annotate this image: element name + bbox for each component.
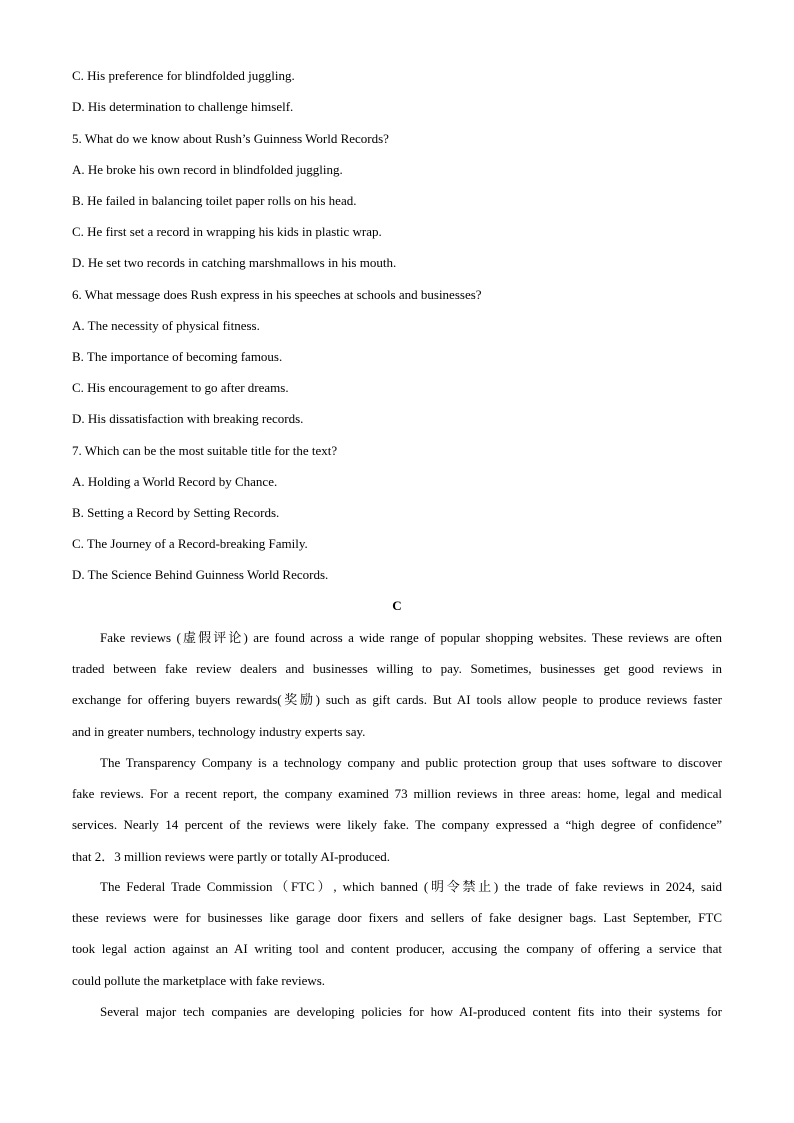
paragraph-3 bbox=[72, 871, 722, 996]
q7-stem: 7. Which can be the most suitable title for the text? bbox=[72, 443, 338, 458]
paragraph-line: traded between fake review dealers and businesses willing to pay. Sometimes, businesses get good reviews in bbox=[72, 661, 722, 677]
q5-option-b: B. He failed in balancing toilet paper rolls on his head. bbox=[72, 193, 357, 208]
paragraph-line: fake reviews. For a recent report, the company examined 73 million reviews in three areas: home, legal and medical bbox=[72, 786, 722, 802]
q6-option-a: A. The necessity of physical fitness. bbox=[72, 318, 260, 333]
paragraph-line: services. Nearly 14 percent of the reviews were likely fake. The company expressed a “high degree of confidence” bbox=[72, 817, 722, 833]
q4-option-d: D. His determination to challenge himself. bbox=[72, 99, 294, 114]
paragraph-1 bbox=[72, 622, 722, 747]
q5-option-c: C. He first set a record in wrapping his kids in plastic wrap. bbox=[72, 224, 382, 239]
paragraph-line: exchange for offering buyers rewards(奖励) such as gift cards. But AI tools allow people to produce reviews faster bbox=[72, 692, 722, 708]
q7-option-c: C. The Journey of a Record-breaking Family. bbox=[72, 536, 308, 551]
q6-option-d: D. His dissatisfaction with breaking records. bbox=[72, 411, 304, 426]
q4-option-c: C. His preference for blindfolded juggling. bbox=[72, 68, 295, 83]
q6-stem: 6. What message does Rush express in his speeches at schools and businesses? bbox=[72, 287, 482, 302]
q6-option-c: C. His encouragement to go after dreams. bbox=[72, 380, 289, 395]
q5-option-d: D. He set two records in catching marshmallows in his mouth. bbox=[72, 255, 397, 270]
paragraph-line: Several major tech companies are developing policies for how AI-produced content fits into their systems for bbox=[100, 1004, 722, 1019]
section-heading: C bbox=[392, 598, 402, 613]
paragraph-line: took legal action against an AI writing tool and content producer, accusing the company of offering a service that bbox=[72, 941, 722, 957]
q7-option-b: B. Setting a Record by Setting Records. bbox=[72, 505, 280, 520]
q7-option-d: D. The Science Behind Guinness World Records. bbox=[72, 567, 329, 582]
q5-stem: 5. What do we know about Rush’s Guinness World Records? bbox=[72, 131, 389, 146]
paragraph-line: these reviews were for businesses like garage door fixers and sellers of fake designer bags. Last September, FTC bbox=[72, 910, 722, 926]
paragraph-line: The Federal Trade Commission（FTC）, which banned (明令禁止) the trade of fake reviews in 2024, said bbox=[100, 879, 722, 894]
q7-option-a: A. Holding a World Record by Chance. bbox=[72, 474, 278, 489]
paragraph-line: The Transparency Company is a technology company and public protection group that uses software to discover bbox=[100, 755, 722, 770]
paragraph-line: that 2．3 million reviews were partly or totally AI-produced. bbox=[72, 848, 391, 864]
paragraph-4 bbox=[72, 996, 722, 1027]
paragraph-2 bbox=[72, 747, 722, 872]
paragraph-line: could pollute the marketplace with fake reviews. bbox=[72, 972, 326, 988]
paragraph-line: and in greater numbers, technology industry experts say. bbox=[72, 723, 366, 739]
q5-option-a: A. He broke his own record in blindfolded juggling. bbox=[72, 162, 343, 177]
q6-option-b: B. The importance of becoming famous. bbox=[72, 349, 283, 364]
paragraph-line: Fake reviews (虚假评论) are found across a wide range of popular shopping websites. These reviews are often bbox=[100, 630, 722, 645]
